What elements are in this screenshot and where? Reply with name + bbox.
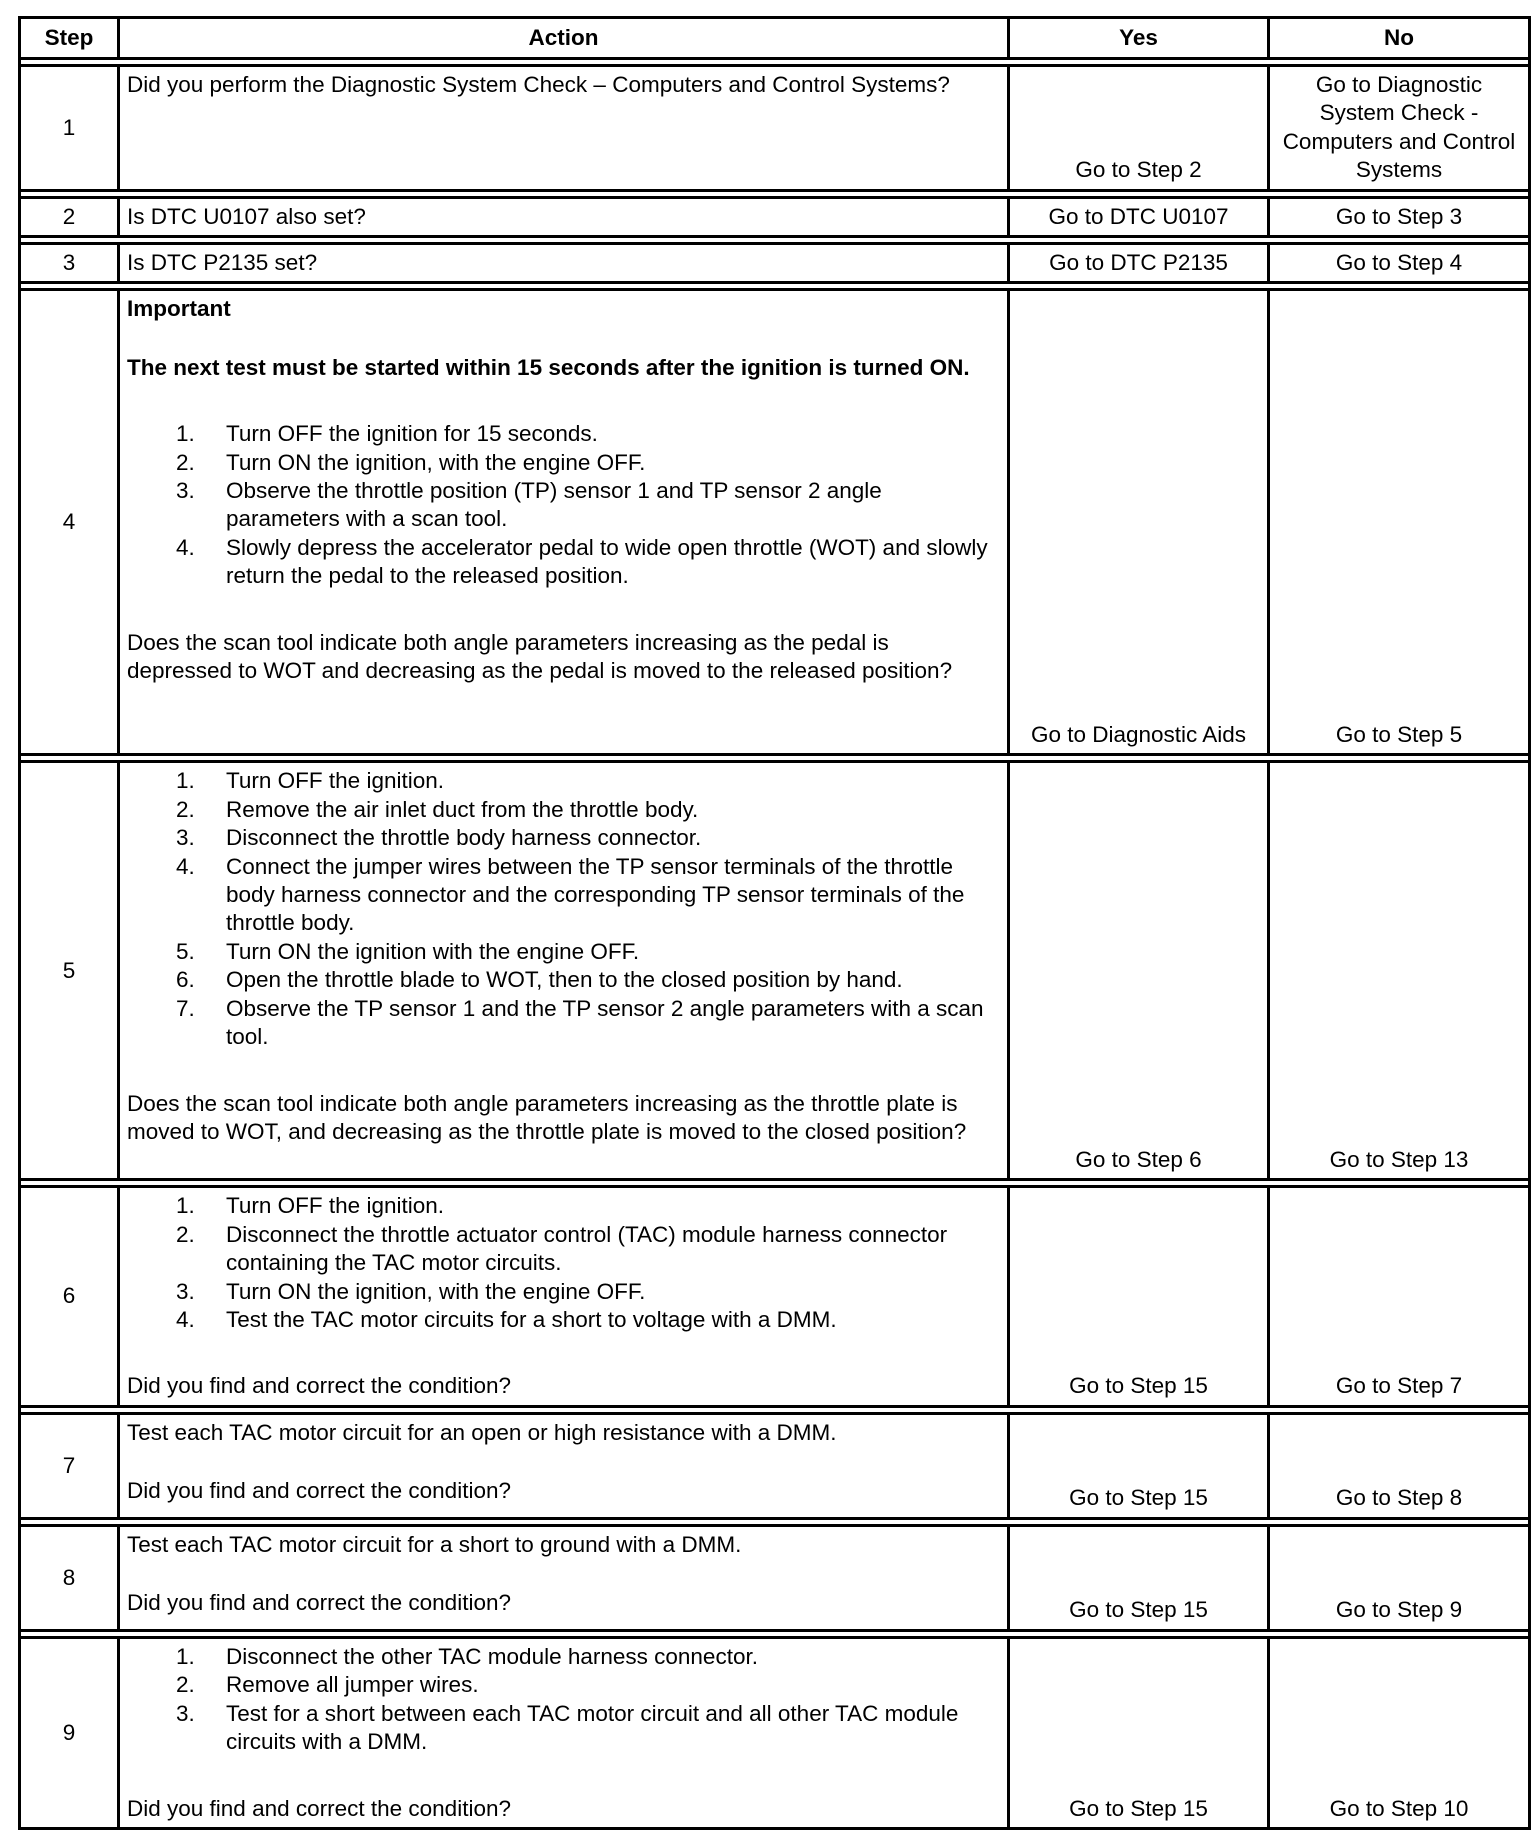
list-number: 4. xyxy=(176,534,195,560)
action-cell xyxy=(119,1413,1009,1518)
procedure-list xyxy=(127,767,999,1051)
list-text: Observe the TP sensor 1 and the TP sensor 2 angle parameters with a scan tool. xyxy=(226,995,984,1050)
no-cell: Go to Step 13 xyxy=(1269,762,1530,1180)
list-item xyxy=(127,1700,999,1757)
step-number: 1 xyxy=(20,66,119,191)
no-cell: Go to Diagnostic System Check - Computers and Control Systems xyxy=(1269,66,1530,191)
list-number: 2. xyxy=(176,1221,195,1247)
header-no: No xyxy=(1269,18,1530,59)
list-item xyxy=(127,824,999,852)
no-cell: Go to Step 4 xyxy=(1269,244,1530,283)
list-number: 1. xyxy=(176,1193,195,1219)
no-cell: Go to Step 8 xyxy=(1269,1413,1530,1518)
list-number: 7. xyxy=(176,995,195,1021)
list-item xyxy=(127,995,999,1052)
list-number: 1. xyxy=(176,421,195,447)
table-row xyxy=(20,197,1530,236)
list-text: Turn OFF the ignition for 15 seconds. xyxy=(226,421,598,447)
yes-cell: Go to Step 15 xyxy=(1009,1525,1269,1630)
list-text: Connect the jumper wires between the TP sensor terminals of the throttle body harness connector and the corresponding TP sensor terminals of the throttle body. xyxy=(226,853,965,936)
list-item xyxy=(127,534,999,591)
step-number: 8 xyxy=(20,1525,119,1630)
no-cell: Go to Step 3 xyxy=(1269,197,1530,236)
question-text: Is DTC P2135 set? xyxy=(127,250,318,276)
list-item xyxy=(127,966,999,994)
no-cell: Go to Step 10 xyxy=(1269,1637,1530,1828)
list-number: 2. xyxy=(176,1672,195,1698)
list-number: 1. xyxy=(176,768,195,794)
action-cell xyxy=(119,290,1009,755)
question-text: Does the scan tool indicate both angle parameters increasing as the throttle plate is moved to WOT, and decreasing as the throttle plate is moved to the closed position? xyxy=(127,1090,967,1144)
list-item xyxy=(127,796,999,824)
procedure-list xyxy=(127,420,999,590)
list-text: Observe the throttle position (TP) sensor 1 and TP sensor 2 angle parameters with a scan tool. xyxy=(226,478,882,532)
action-cell xyxy=(119,1637,1009,1828)
table-row xyxy=(20,1413,1530,1518)
table-row xyxy=(20,244,1530,283)
action-cell xyxy=(119,762,1009,1180)
list-item xyxy=(127,1278,999,1306)
action-cell xyxy=(119,1187,1009,1406)
list-number: 2. xyxy=(176,796,195,822)
action-cell xyxy=(119,197,1009,236)
header-yes: Yes xyxy=(1009,18,1269,59)
list-number: 5. xyxy=(176,938,195,964)
list-text: Open the throttle blade to WOT, then to the closed position by hand. xyxy=(226,967,903,993)
yes-cell: Go to Step 2 xyxy=(1009,66,1269,191)
table-row xyxy=(20,290,1530,755)
list-text: Turn ON the ignition, with the engine OFF. xyxy=(226,449,646,475)
question-text: Did you perform the Diagnostic System Check – Computers and Control Systems? xyxy=(127,72,950,97)
table-row xyxy=(20,1525,1530,1630)
step-number: 4 xyxy=(20,290,119,755)
procedure-list xyxy=(127,1643,999,1757)
list-number: 4. xyxy=(176,1307,195,1333)
question-text: Did you find and correct the condition? xyxy=(127,1373,511,1399)
step-number: 9 xyxy=(20,1637,119,1828)
list-number: 2. xyxy=(176,449,195,475)
no-cell: Go to Step 5 xyxy=(1269,290,1530,755)
step-number: 7 xyxy=(20,1413,119,1518)
list-item xyxy=(127,1643,999,1671)
step-number: 2 xyxy=(20,197,119,236)
list-number: 3. xyxy=(176,1278,195,1304)
list-text: Test for a short between each TAC motor circuit and all other TAC module circuits with a DMM. xyxy=(226,1700,959,1755)
list-number: 3. xyxy=(176,1700,195,1726)
list-text: Slowly depress the accelerator pedal to wide open throttle (WOT) and slowly return the pedal to the released position. xyxy=(226,534,988,589)
list-number: 4. xyxy=(176,853,195,879)
list-text: Test the TAC motor circuits for a short to voltage with a DMM. xyxy=(226,1307,837,1333)
question-text: Did you find and correct the condition? xyxy=(127,1590,511,1616)
table-row xyxy=(20,762,1530,1180)
list-item xyxy=(127,1221,999,1278)
list-text: Remove the air inlet duct from the throttle body. xyxy=(226,796,699,822)
yes-cell: Go to DTC U0107 xyxy=(1009,197,1269,236)
list-text: Disconnect the throttle body harness connector. xyxy=(226,825,702,851)
action-cell xyxy=(119,66,1009,191)
step-number: 5 xyxy=(20,762,119,1180)
list-text: Turn ON the ignition with the engine OFF. xyxy=(226,938,640,964)
list-number: 6. xyxy=(176,967,195,993)
no-cell: Go to Step 9 xyxy=(1269,1525,1530,1630)
list-text: Disconnect the throttle actuator control (TAC) module harness connector containing the TAC motor circuits. xyxy=(226,1221,948,1276)
yes-cell: Go to Step 6 xyxy=(1009,762,1269,1180)
yes-cell: Go to Step 15 xyxy=(1009,1413,1269,1518)
list-item xyxy=(127,449,999,477)
list-number: 3. xyxy=(176,478,195,504)
header-action: Action xyxy=(119,18,1009,59)
list-number: 1. xyxy=(176,1643,195,1669)
question-text: Is DTC U0107 also set? xyxy=(127,203,366,229)
list-item xyxy=(127,1192,999,1220)
important-heading: Important xyxy=(127,296,231,322)
yes-cell: Go to DTC P2135 xyxy=(1009,244,1269,283)
list-item xyxy=(127,767,999,795)
list-number: 3. xyxy=(176,825,195,851)
step-number: 6 xyxy=(20,1187,119,1406)
list-item xyxy=(127,853,999,938)
yes-cell: Go to Step 15 xyxy=(1009,1187,1269,1406)
header-step: Step xyxy=(20,18,119,59)
list-text: Remove all jumper wires. xyxy=(226,1672,479,1698)
no-cell: Go to Step 7 xyxy=(1269,1187,1530,1406)
list-item xyxy=(127,1306,999,1334)
table-row xyxy=(20,1637,1530,1828)
list-text: Turn OFF the ignition. xyxy=(226,768,445,794)
list-item xyxy=(127,477,999,534)
table-row xyxy=(20,66,1530,191)
procedure-list xyxy=(127,1192,999,1334)
yes-cell: Go to Diagnostic Aids xyxy=(1009,290,1269,755)
question-text: Did you find and correct the condition? xyxy=(127,1478,511,1504)
list-text: Turn OFF the ignition. xyxy=(226,1193,445,1219)
yes-cell: Go to Step 15 xyxy=(1009,1637,1269,1828)
important-text: The next test must be started within 15 seconds after the ignition is turned ON. xyxy=(127,354,970,380)
header-row xyxy=(20,18,1530,59)
action-cell xyxy=(119,244,1009,283)
table-row xyxy=(20,1187,1530,1406)
step-number: 3 xyxy=(20,244,119,283)
question-text: Does the scan tool indicate both angle parameters increasing as the pedal is depressed to WOT and decreasing as the pedal is moved to the released position? xyxy=(127,629,953,684)
question-text: Did you find and correct the condition? xyxy=(127,1795,511,1821)
instruction-text: Test each TAC motor circuit for a short to ground with a DMM. xyxy=(127,1531,742,1557)
action-cell xyxy=(119,1525,1009,1630)
diagnostic-table xyxy=(18,16,1531,1830)
list-text: Disconnect the other TAC module harness connector. xyxy=(226,1643,758,1669)
list-text: Turn ON the ignition, with the engine OFF. xyxy=(226,1278,646,1304)
list-item xyxy=(127,938,999,966)
list-item xyxy=(127,420,999,448)
instruction-text: Test each TAC motor circuit for an open or high resistance with a DMM. xyxy=(127,1419,837,1445)
list-item xyxy=(127,1671,999,1699)
